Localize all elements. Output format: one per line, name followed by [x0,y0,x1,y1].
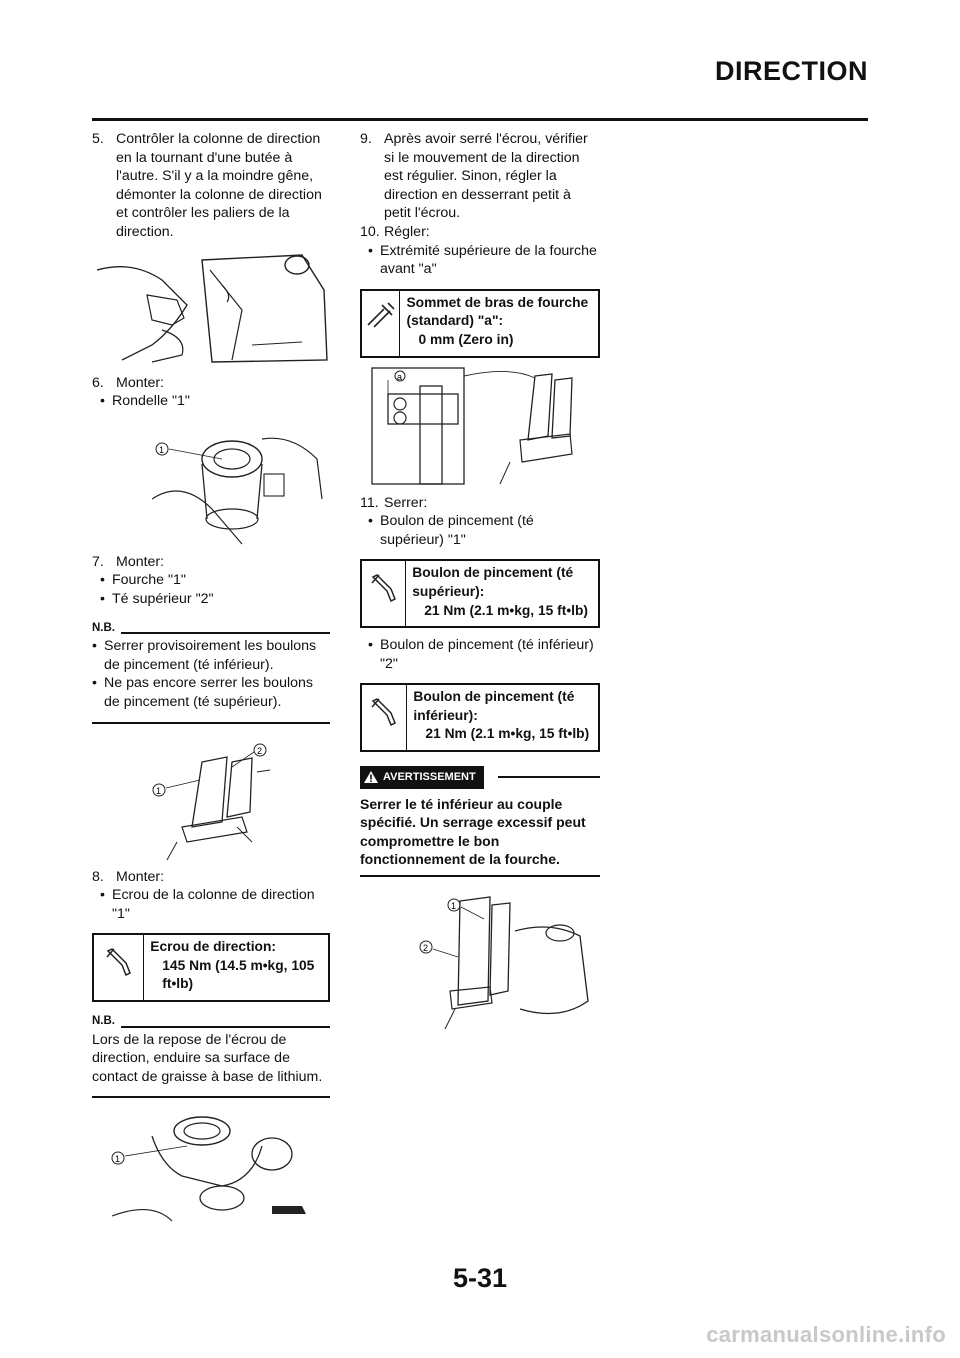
page-number: 5-31 [452,1263,508,1293]
torque-wrench-icon [362,685,407,750]
note-end-rule [92,722,330,724]
spec-label: Sommet de bras de fourche (standard) "a": [406,294,589,329]
note-header [92,1012,330,1031]
note-header [92,619,330,638]
warning-triangle-icon [364,771,378,783]
step-number: 6. [92,374,104,391]
step-number: 8. [92,868,104,885]
warning-header [360,766,600,789]
callout-a: a [397,371,403,382]
step-text: Monter: [116,868,165,885]
step-5 [92,130,330,242]
step-text: Régler: [384,223,430,240]
callout-2: 2 [257,745,263,756]
warning-end-rule [360,875,600,877]
step-11 [360,494,600,513]
step-10 [360,223,600,242]
bullet-text: Fourche "1" [112,572,186,589]
steering-check-illustration [92,250,330,368]
note-bullet: • Serrer provisoirement les boulons de pincement (té inférieur). [92,637,330,674]
bullet-item: • Boulon de pincement (té inférieur) "2" [360,636,600,673]
bullet-text: Boulon de pincement (té supérieur) "1" [380,513,534,548]
bullet-item: • Té supérieur "2" [100,590,214,607]
note-text: Lors de la repose de l'écrou de direction, enduire sa surface de contact de graisse à base de lithium. [92,1031,323,1085]
bullet-text: Extrémité supérieure de la fourche avant "a" [380,242,597,278]
page-title: DIRECTION [715,56,868,86]
step-text: Monter: [116,553,165,570]
caliper-icon [362,291,400,356]
step-9 [360,130,600,223]
warning-badge [360,766,484,789]
step-number: 5. [92,131,104,147]
note-label: N.B. [92,621,115,634]
bullet-text: Ecrou de la colonne de direction "1" [112,887,315,922]
torque-wrench-icon [362,561,406,626]
warning-text: Serrer le té inférieur au couple spécifié. Un serrage excessif peut compromettre le bon fonctionnement de la fourche. [360,795,586,868]
step-number: 7. [92,553,104,570]
bullet-item: • Rondelle "1" [100,393,190,410]
bullet-text: Rondelle "1" [112,393,190,410]
torque-spec-lower-bracket [360,683,600,752]
washer-illustration [92,419,330,547]
callout-1: 1 [451,901,457,912]
note-bullet: • Ne pas encore serrer les boulons de pincement (té supérieur). [92,674,330,711]
callout-2: 2 [423,943,429,954]
bullet-text: Boulon de pincement (té inférieur) "2" [380,637,594,672]
spec-label: Boulon de pincement (té inférieur): [413,689,575,723]
callout-1: 1 [159,444,165,455]
note-end-rule [92,1096,330,1098]
note-label: N.B. [92,1015,115,1028]
step-text: Monter: [116,374,165,391]
bullet-item: • Boulon de pincement (té supérieur) "1" [360,512,600,549]
step-7 [92,553,330,572]
callout-1: 1 [156,785,162,796]
fork-install-illustration [92,732,330,862]
torque-wrench-icon [94,935,144,1000]
right-column [360,130,600,1037]
step-number: 9. [360,131,372,147]
step-number: 11. [360,494,379,511]
spec-label: Boulon de pincement (té supérieur): [412,565,574,599]
left-column [92,130,330,1232]
step-number: 10. [360,223,380,240]
spec-label: Ecrou de direction: [150,939,276,955]
step-text: Contrôler la colonne de direction en la tournant d'une butée à l'autre. S'il y a la moindre gêne, démonter la colonne de direction et contrôler les paliers de la direction. [116,131,322,240]
callout-1: 1 [115,1154,121,1165]
note-text: Ne pas encore serrer les boulons de pincement (té supérieur). [104,675,313,710]
bullet-text: Té supérieur "2" [112,590,214,607]
torque-spec-steering-nut [92,933,330,1002]
steering-nut-illustration [92,1106,330,1226]
spec-value: 21 Nm (2.1 m•kg, 15 ft•lb) [424,602,589,618]
spec-value: 0 mm (Zero in) [418,331,514,347]
bullet-item: • Ecrou de la colonne de direction "1" [92,886,330,923]
torque-spec-upper-bracket [360,559,600,628]
step-text: Serrer: [384,494,428,511]
warning-label: AVERTISSEMENT [383,771,476,784]
spec-value: 145 Nm (14.5 m•kg, 105 ft•lb) [162,957,315,992]
bullet-item: • Extrémité supérieure de la fourche avant "a" [360,242,600,279]
bracket-tighten-illustration [360,891,600,1031]
watermark: carmanualsonline.info [706,1322,946,1347]
fork-height-illustration [360,366,600,488]
step-8 [92,868,330,887]
spec-fork-top [360,289,600,358]
spec-value: 21 Nm (2.1 m•kg, 15 ft•lb) [425,726,590,742]
note-text: Serrer provisoirement les boulons de pincement (té inférieur). [104,638,317,673]
bullet-item: • Fourche "1" [100,572,186,589]
step-6 [92,374,330,393]
title-rule [92,118,868,121]
step-text: Après avoir serré l'écrou, vérifier si le mouvement de la direction est régulier. Sinon, régler la direction en desserrant petit à petit l'écrou. [384,131,588,222]
